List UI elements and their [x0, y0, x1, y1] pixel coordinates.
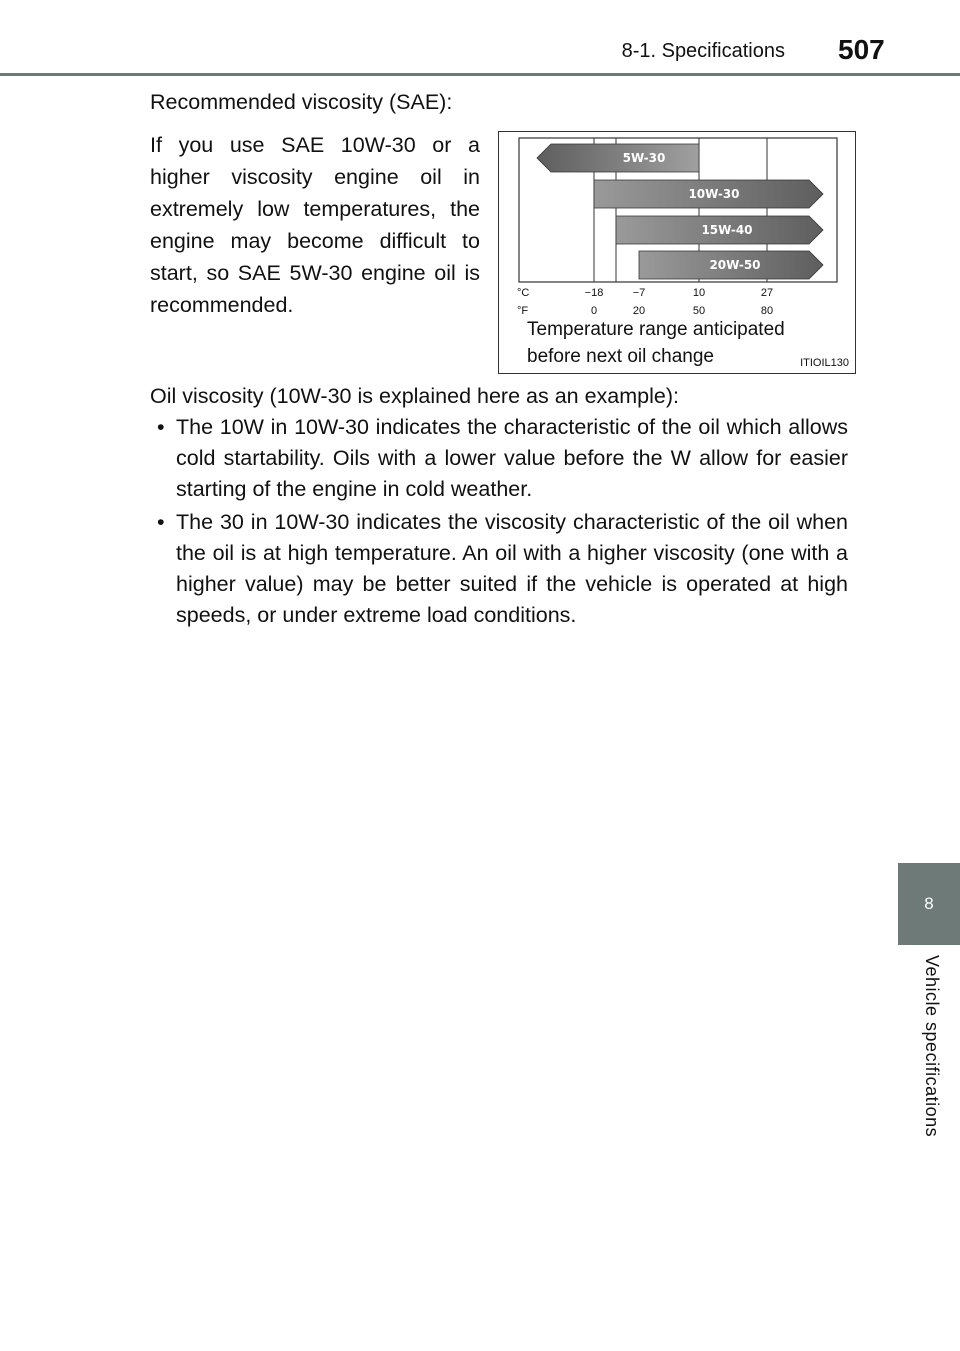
chapter-tab[interactable] — [898, 863, 960, 945]
bullet-icon: • — [157, 415, 165, 439]
recommended-viscosity-heading: Recommended viscosity (SAE): — [150, 90, 453, 114]
header-divider — [0, 73, 960, 76]
grade-label-15w40: 15W-40 — [701, 223, 753, 237]
celsius-unit: °C — [517, 287, 530, 299]
fahrenheit-unit: °F — [517, 305, 529, 317]
viscosity-bullet-list — [150, 412, 848, 633]
oil-viscosity-heading: Oil viscosity (10W-30 is explained here as an example): — [150, 384, 679, 408]
bullet-icon: • — [157, 510, 165, 534]
fahrenheit-tick: 0 — [590, 305, 598, 317]
celsius-tick: 27 — [760, 287, 774, 299]
fahrenheit-tick: 20 — [632, 305, 646, 317]
chapter-title: Vehicle specifications — [922, 955, 942, 1138]
celsius-tick: −18 — [584, 287, 604, 299]
figure-caption — [527, 316, 785, 370]
grade-bar-15w40 — [616, 216, 823, 244]
caption-line: before next oil change — [527, 346, 714, 367]
bullet-text: The 10W in 10W-30 indicates the characteristic of the oil which allows cold startability. Oils with a lower value before the W allow for easier starting of the engine in cold weather. — [176, 415, 848, 501]
chapter-number: 8 — [924, 894, 934, 913]
grade-label-5w30: 5W-30 — [622, 151, 666, 165]
grade-label-20w50: 20W-50 — [709, 258, 761, 272]
list-item — [150, 412, 848, 505]
grade-bar-20w50 — [639, 251, 823, 279]
celsius-tick: 10 — [692, 287, 706, 299]
fahrenheit-tick: 80 — [760, 305, 774, 317]
intro-paragraph: If you use SAE 10W-30 or a higher viscosity engine oil in extremely low temperatures, the engine may become difficult to start, so SAE 5W-30 engine oil is recommended. — [150, 133, 480, 317]
list-item — [150, 507, 848, 631]
viscosity-figure — [498, 131, 856, 374]
grade-label-10w30: 10W-30 — [688, 187, 740, 201]
grade-bar-5w30 — [537, 144, 699, 172]
page-number: 507 — [838, 34, 885, 65]
caption-line: Temperature range anticipated — [527, 319, 785, 340]
bullet-text: The 30 in 10W-30 indicates the viscosity characteristic of the oil when the oil is at high temperature. An oil with a higher viscosity (one with a higher value) may be better suited if the vehicle is operated at high speeds, or under extreme load conditions. — [176, 510, 848, 627]
section-title: 8-1. Specifications — [621, 40, 785, 62]
celsius-tick: −7 — [632, 287, 646, 299]
figure-id: ITIOIL130 — [800, 357, 849, 369]
fahrenheit-tick: 50 — [692, 305, 706, 317]
grade-bar-10w30 — [594, 180, 823, 208]
